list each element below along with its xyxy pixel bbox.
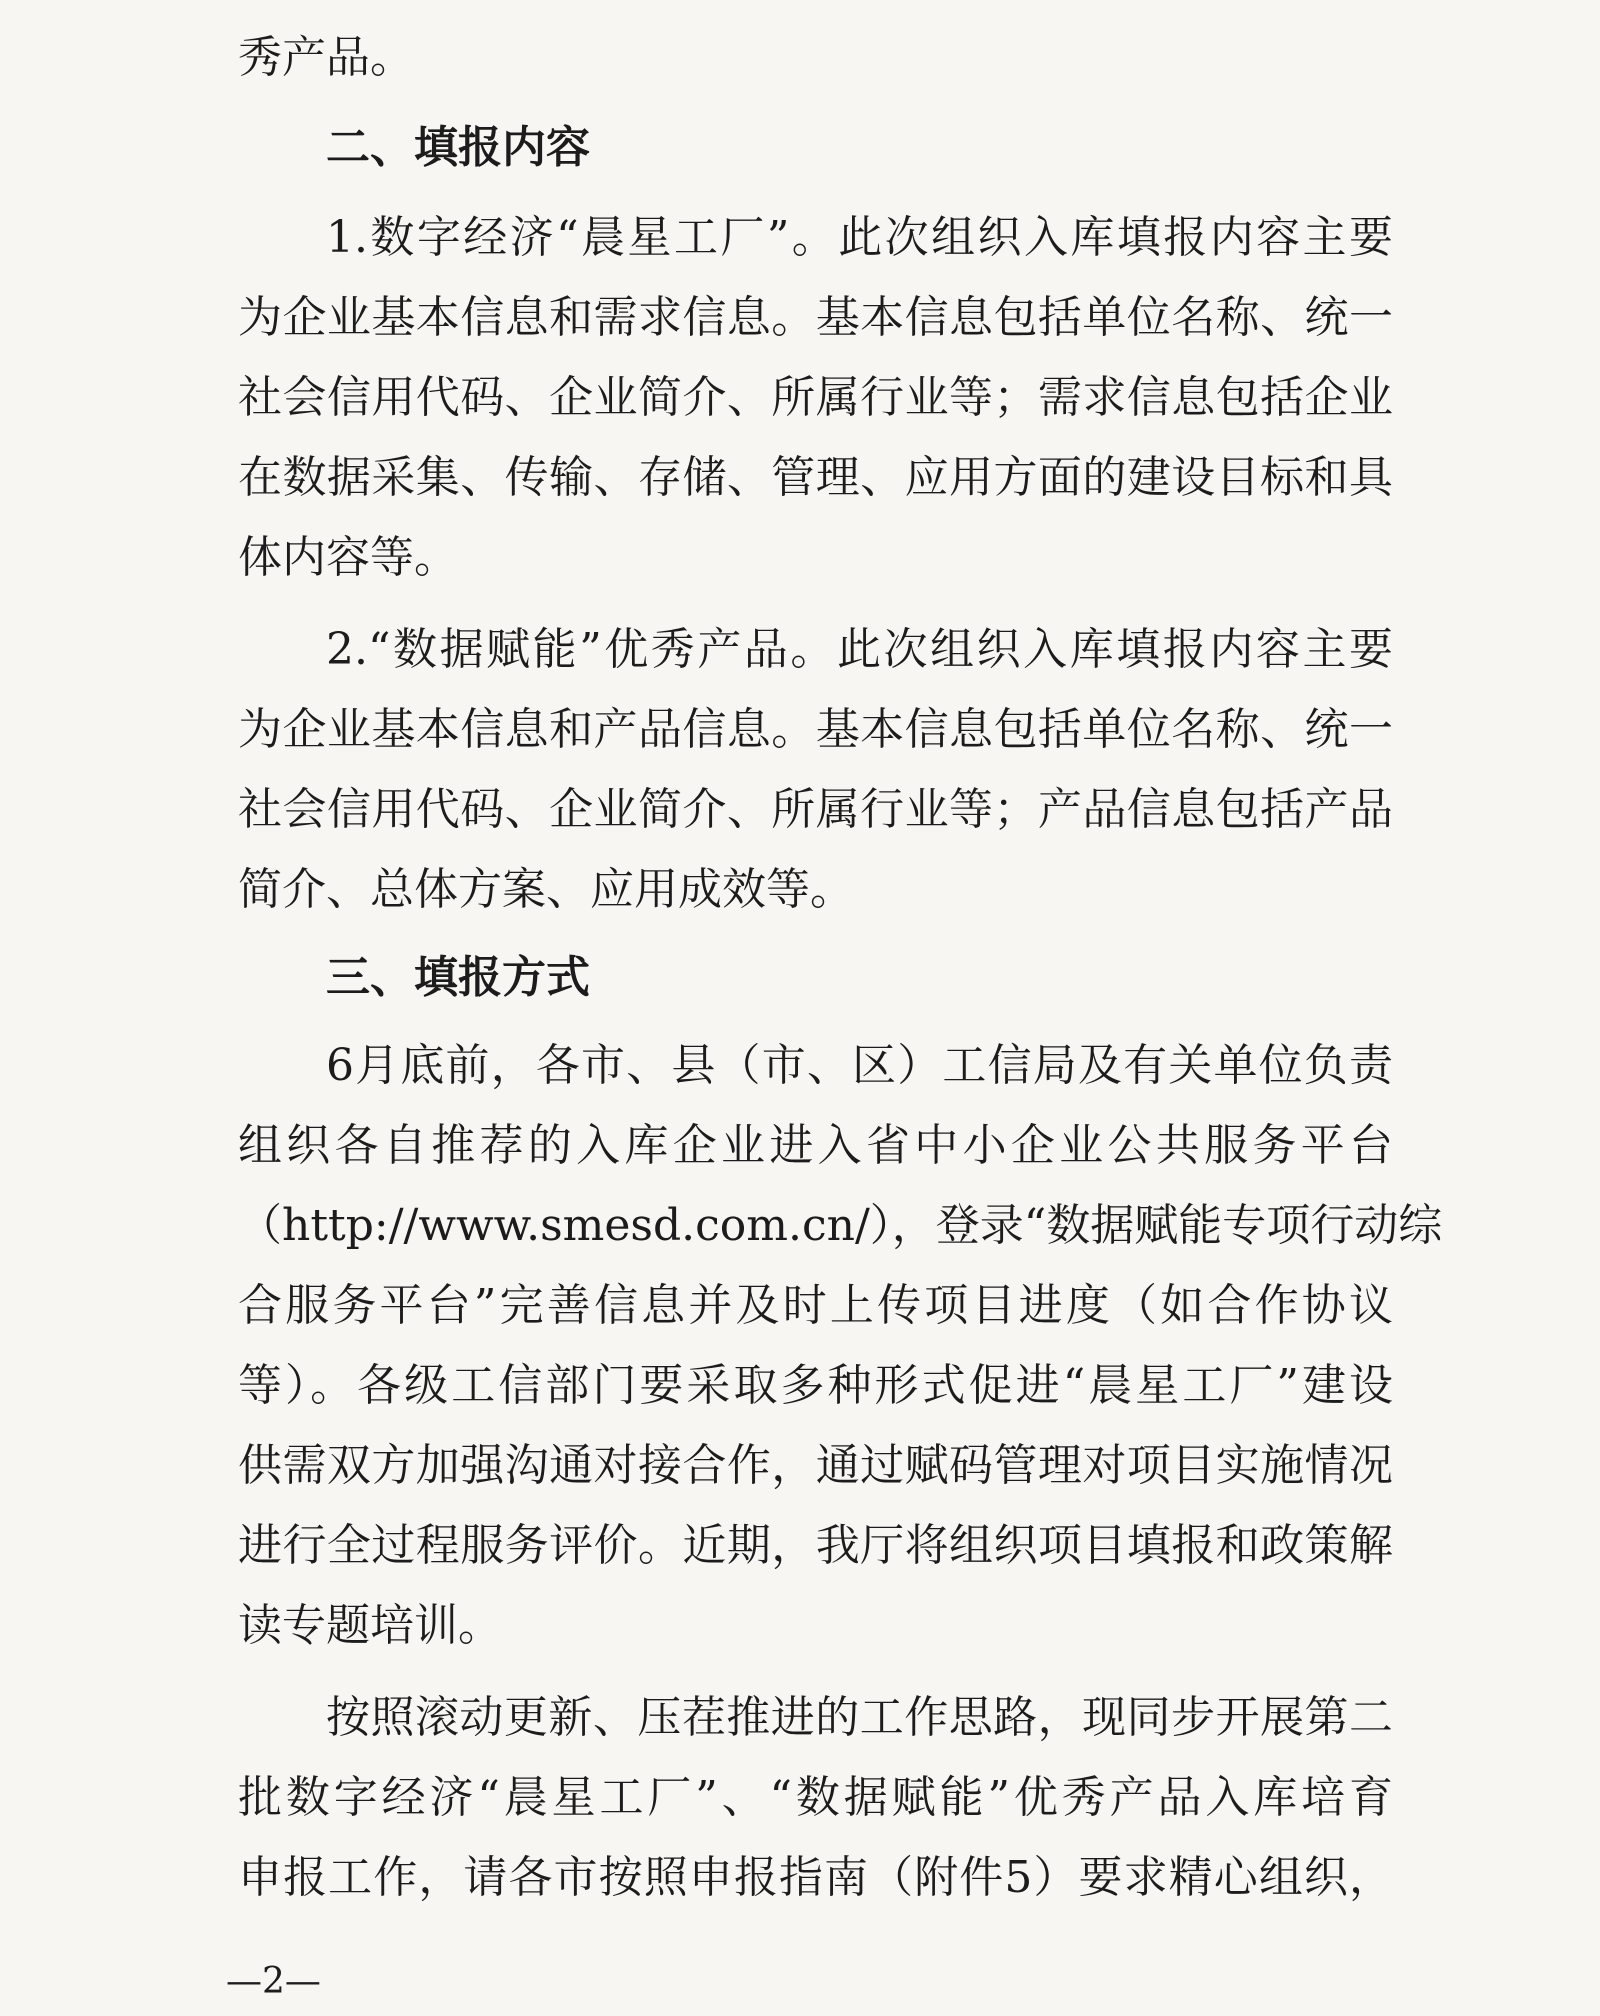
text-line: 组织各自推荐的入库企业进入省中小企业公共服务平台 bbox=[238, 1120, 1393, 1171]
section-heading: 三、填报方式 bbox=[326, 952, 590, 1003]
text-line: 为企业基本信息和需求信息。基本信息包括单位名称、统一 bbox=[238, 292, 1393, 343]
text-line: 秀产品。 bbox=[238, 32, 414, 83]
text-line: 等）。各级工信部门要采取多种形式促进“晨星工厂”建设 bbox=[238, 1360, 1393, 1411]
text-line: 在数据采集、传输、存储、管理、应用方面的建设目标和具 bbox=[238, 452, 1393, 503]
text-line: 社会信用代码、企业简介、所属行业等；需求信息包括企业 bbox=[238, 372, 1393, 423]
section-heading: 二、填报内容 bbox=[326, 122, 590, 173]
text-line: 社会信用代码、企业简介、所属行业等；产品信息包括产品 bbox=[238, 784, 1393, 835]
text-line: 为企业基本信息和产品信息。基本信息包括单位名称、统一 bbox=[238, 704, 1393, 755]
text-line: 申报工作，请各市按照申报指南（附件5）要求精心组织， bbox=[238, 1852, 1393, 1903]
text-line: （http://www.smesd.com.cn/），登录“数据赋能专项行动综 bbox=[238, 1200, 1443, 1251]
text-line: 6月底前，各市、县（市、区）工信局及有关单位负责 bbox=[326, 1040, 1393, 1091]
text-line: 1.数字经济“晨星工厂”。此次组织入库填报内容主要 bbox=[326, 212, 1393, 263]
text-line: 供需双方加强沟通对接合作，通过赋码管理对项目实施情况 bbox=[238, 1440, 1393, 1491]
text-line: 合服务平台”完善信息并及时上传项目进度（如合作协议 bbox=[238, 1280, 1393, 1331]
text-line: 批数字经济“晨星工厂”、“数据赋能”优秀产品入库培育 bbox=[238, 1772, 1393, 1823]
text-line: 2.“数据赋能”优秀产品。此次组织入库填报内容主要 bbox=[326, 624, 1393, 675]
text-line: 按照滚动更新、压茬推进的工作思路，现同步开展第二 bbox=[326, 1692, 1393, 1743]
text-line: 体内容等。 bbox=[238, 532, 458, 583]
page-number: —2— bbox=[226, 1961, 321, 2002]
text-line: 进行全过程服务评价。近期，我厅将组织项目填报和政策解 bbox=[238, 1520, 1393, 1571]
text-line: 读专题培训。 bbox=[238, 1600, 502, 1651]
text-line: 简介、总体方案、应用成效等。 bbox=[238, 864, 854, 915]
